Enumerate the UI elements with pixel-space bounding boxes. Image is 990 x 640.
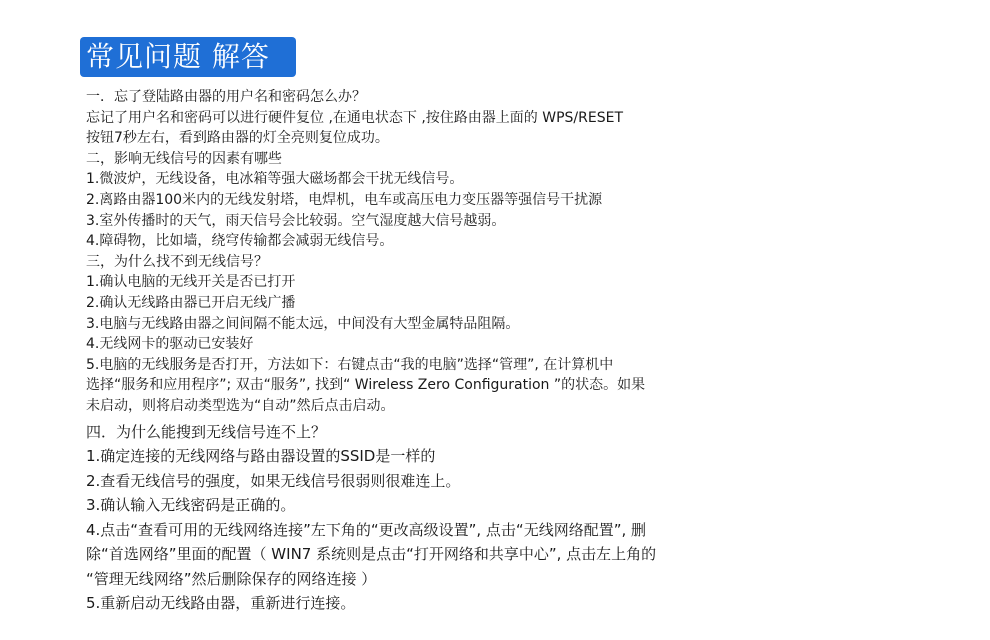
faq-text-line: 3.确认输入无线密码是正确的。 [86, 496, 296, 514]
faq-text-line: 2.查看无线信号的强度，如果无线信号很弱则很难连上。 [86, 471, 461, 490]
faq-section-b [86, 420, 906, 616]
faq-text-line: 未启动，则将启动类型选为“自动”然后点击启动。 [86, 397, 395, 414]
faq-text-line: 3.室外传播时的天气，雨天信号会比较弱。空气湿度越大信号越弱。 [86, 212, 506, 229]
faq-question-1: 一．忘了登陆路由器的用户名和密码怎么办？ [86, 89, 366, 105]
faq-section-a [86, 87, 906, 417]
faq-text-line: 除“首选网络”里面的配置（ WIN7 系统则是点击“打开网络和共享中心”, 点击左上角的 [86, 545, 657, 563]
faq-text-line: 1.确认电脑的无线开关是否已打开 [86, 274, 296, 291]
faq-text-line: 按钮7秒左右，看到路由器的灯全亮则复位成功。 [86, 130, 389, 147]
faq-text-line: 1.微波炉，无线设备，电冰箱等强大磁场都会干扰无线信号。 [86, 171, 464, 188]
faq-content [86, 87, 906, 616]
faq-text-line: 4.无线网卡的驱动已安装好 [86, 336, 254, 353]
faq-text-line: 1.确定连接的无线网络与路由器设置的SSID是一样的 [86, 447, 436, 465]
faq-question-2: 二，影响无线信号的因素有哪些 [86, 150, 282, 167]
faq-text-line: 4.障碍物，比如墙，绕穹传输都会减弱无线信号。 [86, 233, 394, 250]
faq-text-line: 3.电脑与无线路由器之间间隔不能太远，中间没有大型金属特品阻隔。 [86, 315, 520, 332]
faq-text-line: 2.离路由器100米内的无线发射塔，电焊机，电车或高压电力变压器等强信号干扰源 [86, 191, 603, 208]
faq-question-3: 三，为什么找不到无线信号？ [86, 253, 268, 270]
faq-question-4: 四．为什么能搜到无线信号连不上？ [86, 422, 327, 441]
faq-text-line: 5.电脑的无线服务是否打开，方法如下：右键点击“我的电脑”选择“管理”, 在计算机中 [86, 356, 614, 373]
faq-text-line: 忘记了用户名和密码可以进行硬件复位 ,在通电状态下 ,按住路由器上面的 WPS/RESET [86, 109, 623, 126]
page-title: 常见问题 解答 [80, 37, 296, 77]
faq-text-line: 4.点击“查看可用的无线网络连接”左下角的“更改高级设置”, 点击“无线网络配置”, 删 [86, 520, 647, 539]
faq-text-line: 2.确认无线路由器已开启无线广播 [86, 294, 296, 311]
faq-text-line: 选择“服务和应用程序”; 双击“服务”, 找到“ Wireless Zero Configuration ”的状态。如果 [86, 377, 646, 394]
faq-text-line: “管理无线网络”然后删除保存的网络连接 ） [86, 569, 377, 588]
faq-text-line: 5.重新启动无线路由器，重新进行连接。 [86, 594, 356, 612]
